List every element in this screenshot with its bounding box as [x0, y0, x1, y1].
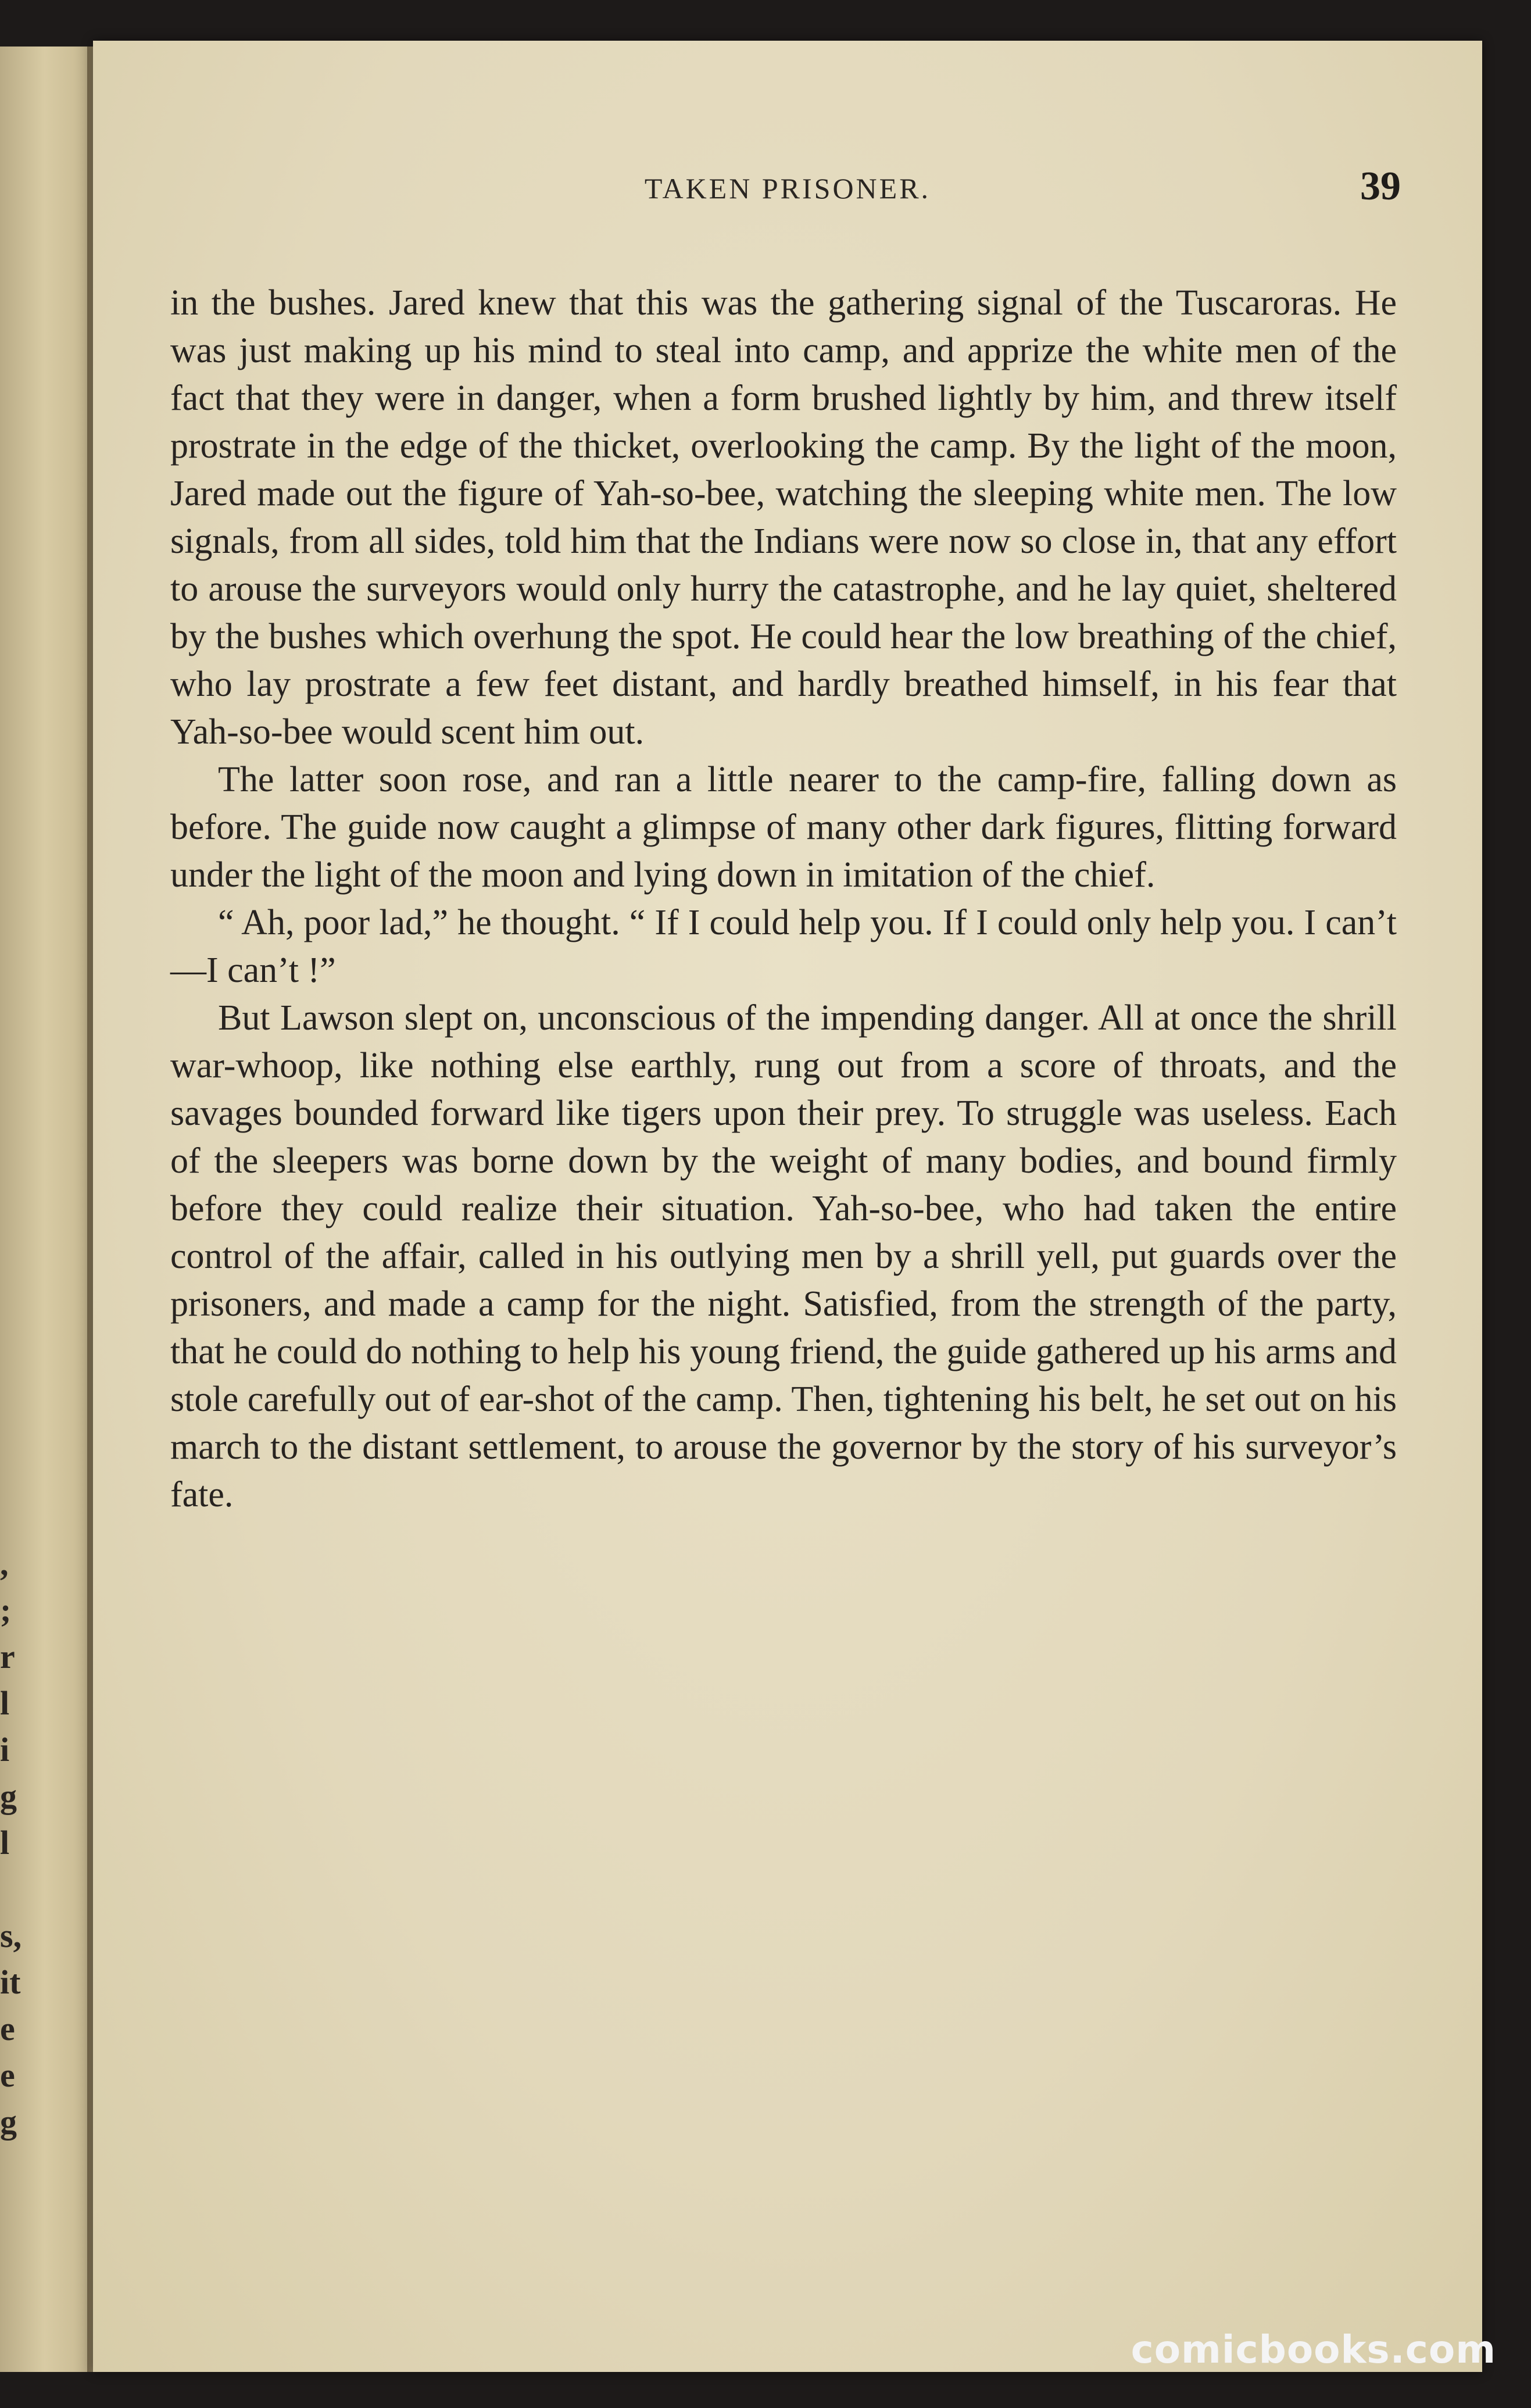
book-page	[93, 41, 1482, 2372]
edge-fragment: l	[0, 1824, 10, 1862]
paragraph: The latter soon rose, and ran a little nearer to the camp-fire, falling down as before. The guide now caught a glimpse of many other dark figures, flitting forward under the light of the moon and lying down in imitation of the chief.	[170, 760, 1397, 895]
watermark: comicbooks.com	[1131, 2327, 1496, 2372]
body-text	[170, 279, 1397, 1519]
edge-fragment: g	[0, 2103, 17, 2141]
edge-fragment: g	[0, 1777, 17, 1815]
paragraph: “ Ah, poor lad,” he thought. “ If I could help you. If I could only help you. I can’t—I can’t !”	[170, 903, 1397, 990]
edge-fragment: it	[0, 1963, 21, 2001]
paragraph: in the bushes. Jared knew that this was the gathering signal of the Tuscaroras. He was just making up his mind to steal into camp, and apprize the white men of the fact that they were in danger, when a form brushed lightly by him, and threw itself prostrate in the edge of the thicket, overlooking the camp. By the light of the moon, Jared made out the figure of Yah-so-bee, watching the sleeping white men. The low signals, from all sides, told him that the Indians were now so close in, that any effort to arouse the surveyors would only hurry the catastrophe, and he lay quiet, sheltered by the bushes which overhung the spot. He could hear the low breathing of the chief, who lay prostrate a few feet distant, and hardly breathed himself, in his fear that Yah-so-bee would scent him out.	[170, 283, 1397, 752]
edge-fragment: ;	[0, 1591, 12, 1629]
adjacent-page-text	[0, 1541, 23, 2145]
paragraph: But Lawson slept on, unconscious of the impending danger. All at once the shrill war-whoop, like nothing else earthly, rung out from a score of throats, and the savages bounded forward like tigers upon their prey. To struggle was useless. Each of the sleepers was borne down by the weight of many bodies, and bound firmly before they could realize their situation. Yah-so-bee, who had taken the entire control of the affair, called in his outlying men by a shrill yell, put guards over the prisoners, and made a camp for the night. Satisfied, from the strength of the party, that he could do nothing to help his young friend, the guide gathered up his arms and stole carefully out of ear-shot of the camp. Then, tightening his belt, he set out on his march to the distant settlement, to arouse the governor by the story of his surveyor’s fate.	[170, 998, 1397, 1514]
edge-fragment: e	[0, 2010, 15, 2048]
edge-fragment	[0, 1866, 23, 1913]
edge-fragment: i	[0, 1731, 10, 1769]
edge-fragment: r	[0, 1638, 15, 1675]
edge-fragment: e	[0, 2056, 15, 2094]
edge-fragment: s,	[0, 1917, 22, 1955]
edge-fragment: l	[0, 1684, 10, 1722]
page-number: 39	[1360, 164, 1401, 209]
page-header	[93, 164, 1482, 235]
edge-fragment: ,	[0, 1545, 9, 1582]
running-head: TAKEN PRISONER.	[644, 172, 931, 205]
